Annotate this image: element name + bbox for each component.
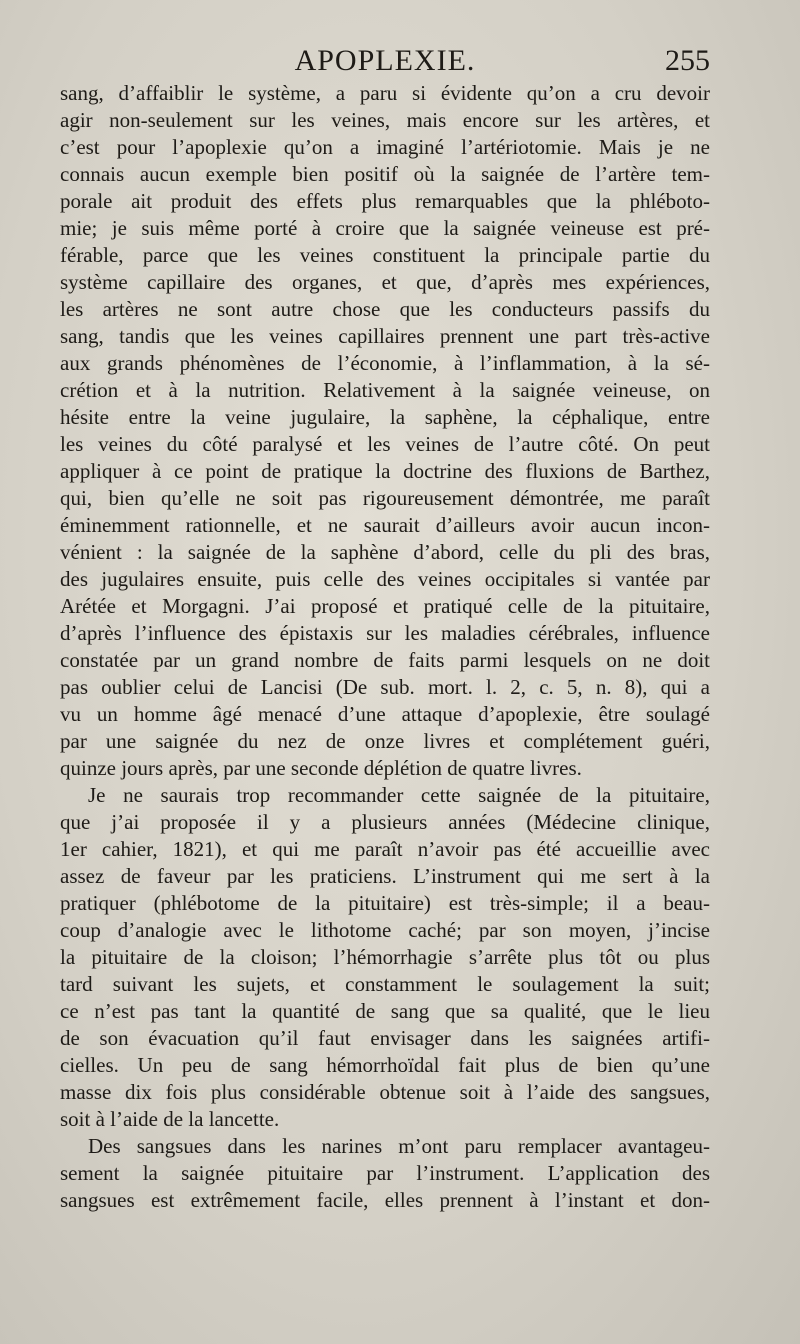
text-line: vu un homme âgé menacé d’une attaque d’apoplexie, être soulagé bbox=[60, 702, 710, 726]
text-line: des jugulaires ensuite, puis celle des veines occipitales si vantée par bbox=[60, 567, 710, 591]
text-line: qui, bien qu’elle ne soit pas rigoureusement démontrée, me paraît bbox=[60, 486, 710, 510]
text-line: vénient : la saignée de la saphène d’abord, celle du pli des bras, bbox=[60, 540, 710, 564]
text-line: aux grands phénomènes de l’économie, à l’inflammation, à la sé- bbox=[60, 351, 710, 375]
text-line: d’après l’influence des épistaxis sur les maladies cérébrales, influence bbox=[60, 621, 710, 645]
text-line: constatée par un grand nombre de faits parmi lesquels on ne doit bbox=[60, 648, 710, 672]
text-line: les veines du côté paralysé et les veines de l’autre côté. On peut bbox=[60, 432, 710, 456]
text-line: sement la saignée pituitaire par l’instrument. L’application des bbox=[60, 1161, 710, 1185]
text-line: système capillaire des organes, et que, d’après mes expériences, bbox=[60, 270, 710, 294]
text-line: coup d’analogie avec le lithotome caché; par son moyen, j’incise bbox=[60, 918, 710, 942]
text-line: Je ne saurais trop recommander cette saignée de la pituitaire, bbox=[88, 783, 710, 807]
text-line: masse dix fois plus considérable obtenue soit à l’aide des sangsues, bbox=[60, 1080, 710, 1104]
running-title: APOPLEXIE. bbox=[294, 44, 476, 77]
text-line: que j’ai proposée il y a plusieurs années (Médecine clinique, bbox=[60, 810, 710, 834]
text-line: mie; je suis même porté à croire que la saignée veineuse est pré- bbox=[60, 216, 710, 240]
text-line: sangsues est extrêmement facile, elles prennent à l’instant et don- bbox=[60, 1188, 710, 1212]
text-line: par une saignée du nez de onze livres et complétement guéri, bbox=[60, 729, 710, 753]
text-line: Des sangsues dans les narines m’ont paru remplacer avantageu- bbox=[88, 1134, 710, 1158]
text-line: 1er cahier, 1821), et qui me paraît n’avoir pas été accueillie avec bbox=[60, 837, 710, 861]
text-line: sang, tandis que les veines capillaires prennent une part très-active bbox=[60, 324, 710, 348]
text-line: les artères ne sont autre chose que les conducteurs passifs du bbox=[60, 297, 710, 321]
text-line: férable, parce que les veines constituent la principale partie du bbox=[60, 243, 710, 267]
page-header bbox=[60, 44, 710, 84]
text-line: crétion et à la nutrition. Relativement à la saignée veineuse, on bbox=[60, 378, 710, 402]
text-line: Arétée et Morgagni. J’ai proposé et pratiqué celle de la pituitaire, bbox=[60, 594, 710, 618]
text-line: cielles. Un peu de sang hémorrhoïdal fait plus de bien qu’une bbox=[60, 1053, 710, 1077]
text-line: agir non-seulement sur les veines, mais encore sur les artères, et bbox=[60, 108, 710, 132]
page-number: 255 bbox=[665, 44, 710, 77]
text-line: quinze jours après, par une seconde déplétion de quatre livres. bbox=[60, 756, 582, 780]
text-line: de son évacuation qu’il faut envisager dans les saignées artifi- bbox=[60, 1026, 710, 1050]
text-line: la pituitaire de la cloison; l’hémorrhagie s’arrête plus tôt ou plus bbox=[60, 945, 710, 969]
body-text bbox=[60, 80, 710, 1214]
text-line: pratiquer (phlébotome de la pituitaire) est très-simple; il a beau- bbox=[60, 891, 710, 915]
text-line: éminemment rationnelle, et ne saurait d’ailleurs avoir aucun incon- bbox=[60, 513, 710, 537]
text-line: appliquer à ce point de pratique la doctrine des fluxions de Barthez, bbox=[60, 459, 710, 483]
text-line: porale ait produit des effets plus remarquables que la phléboto- bbox=[60, 189, 710, 213]
text-line: ce n’est pas tant la quantité de sang que sa qualité, que le lieu bbox=[60, 999, 710, 1023]
text-line: connais aucun exemple bien positif où la saignée de l’artère tem- bbox=[60, 162, 710, 186]
text-line: sang, d’affaiblir le système, a paru si évidente qu’on a cru devoir bbox=[60, 81, 710, 105]
text-line: c’est pour l’apoplexie qu’on a imaginé l’artériotomie. Mais je ne bbox=[60, 135, 710, 159]
text-line: pas oublier celui de Lancisi (De sub. mort. l. 2, c. 5, n. 8), qui a bbox=[60, 675, 710, 699]
text-line: hésite entre la veine jugulaire, la saphène, la céphalique, entre bbox=[60, 405, 710, 429]
text-line: tard suivant les sujets, et constamment le soulagement la suit; bbox=[60, 972, 710, 996]
text-line: soit à l’aide de la lancette. bbox=[60, 1107, 280, 1131]
text-line: assez de faveur par les praticiens. L’instrument qui me sert à la bbox=[60, 864, 710, 888]
